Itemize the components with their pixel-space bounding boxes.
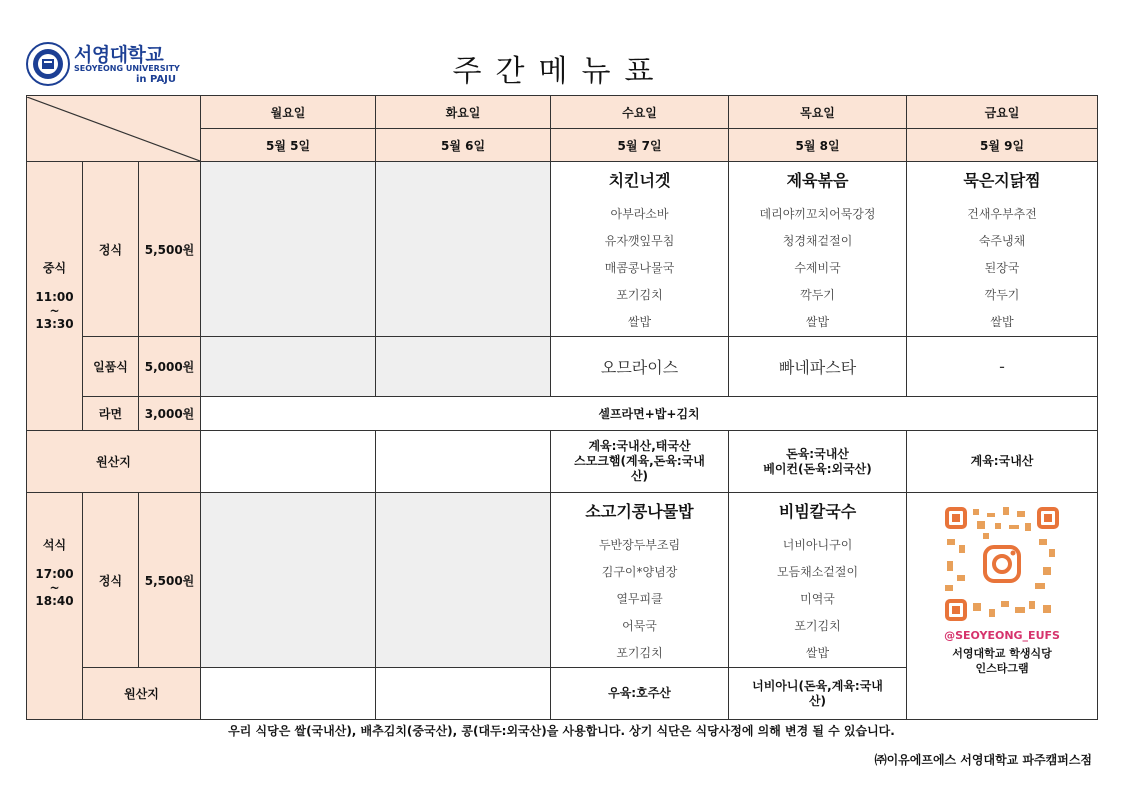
university-name-ko: 서영대학교 — [74, 44, 164, 66]
lunch-side-fri-5: 쌀밥 — [990, 315, 1014, 329]
diagonal-line — [27, 97, 200, 161]
lunch-side-wed-3: 매콤콩나물국 — [604, 261, 675, 275]
day-header-mon: 월요일 — [201, 96, 376, 129]
origin-line: 계육:국내산,태국산 — [588, 439, 691, 453]
lunch-single-thu: 빠네파스타 — [729, 337, 907, 397]
lunch-side-fri-3: 된장국 — [984, 261, 1020, 275]
origin-line: 스모크햄(계육,돈육:국내 — [574, 454, 705, 468]
lunch-side-thu-4: 깍두기 — [800, 288, 835, 302]
dinner-set-wed — [551, 493, 729, 668]
lunch-main-fri: 묵은지닭찜 — [963, 171, 1041, 190]
dinner-set-thu — [729, 493, 907, 668]
lunch-side-thu-2: 청경채겉절이 — [782, 234, 853, 248]
dinner-side-thu-4: 포기김치 — [794, 619, 841, 633]
dinner-set-mon — [201, 493, 376, 668]
lunch-side-wed-5: 쌀밥 — [627, 315, 652, 329]
dinner-side-wed-3: 열무피클 — [616, 592, 663, 606]
dinner-main-wed: 소고기콩나물밥 — [585, 502, 694, 521]
campus-name: in PAJU — [136, 74, 177, 85]
lunch-origin-label: 원산지 — [27, 431, 201, 493]
lunch-set-tue — [376, 162, 551, 337]
operator-footer: ㈜이유에프에스 서영대학교 파주캠퍼스점 — [874, 753, 1092, 767]
instagram-qr-code-icon[interactable] — [943, 505, 1061, 623]
dinner-side-thu-2: 모듬채소겉절이 — [776, 565, 859, 579]
day-header-wed: 수요일 — [551, 96, 729, 129]
dinner-label-cell — [27, 493, 83, 720]
origin-line: 계육:국내산 — [970, 454, 1034, 468]
date-thu: 5월 8일 — [729, 129, 907, 162]
dinner-set-tue — [376, 493, 551, 668]
lunch-origin-mon — [201, 431, 376, 493]
origin-line: 산) — [630, 469, 649, 483]
instagram-caption-1: 서영대학교 학생식당 — [952, 647, 1052, 660]
dinner-side-wed-2: 김구이*양념장 — [601, 565, 678, 579]
dinner-set-type: 정식 — [83, 493, 139, 668]
date-fri: 5월 9일 — [907, 129, 1098, 162]
dinner-side-thu-5: 쌀밥 — [805, 646, 830, 660]
lunch-side-thu-3: 수제비국 — [794, 261, 841, 275]
dinner-label: 석식 — [42, 538, 67, 552]
university-logo — [26, 40, 186, 88]
ramen-price: 3,000원 — [139, 397, 201, 431]
lunch-label-cell — [27, 162, 83, 431]
corner-cell — [27, 96, 201, 162]
university-name-en: SEOYEONG UNIVERSITY — [74, 64, 180, 73]
date-tue: 5월 6일 — [376, 129, 551, 162]
lunch-time-end: 13:30 — [35, 316, 74, 331]
dinner-side-wed-1: 두반장두부조림 — [598, 538, 681, 552]
date-wed: 5월 7일 — [551, 129, 729, 162]
weekly-menu-table — [26, 95, 1098, 720]
lunch-origin-tue — [376, 431, 551, 493]
dinner-origin-wed — [551, 668, 729, 720]
lunch-side-wed-1: 아부라소바 — [610, 207, 669, 221]
lunch-origin-wed — [551, 431, 729, 493]
instagram-handle[interactable]: @SEOYEONG_EUFS — [944, 629, 1060, 642]
origin-line: 산) — [808, 693, 827, 708]
dinner-origin-thu — [729, 668, 907, 720]
lunch-set-mon — [201, 162, 376, 337]
origin-line: 우육:호주산 — [608, 686, 671, 700]
lunch-time-sep: ~ — [49, 303, 60, 318]
lunch-single-price: 5,000원 — [139, 337, 201, 397]
lunch-set-type: 정식 — [83, 162, 139, 337]
origin-notice: 우리 식당은 쌀(국내산), 배추김치(중국산), 콩(대두:외국산)을 사용합니다. 상기 식단은 식당사정에 의해 변경 될 수 있습니다. — [228, 724, 895, 738]
lunch-set-price: 5,500원 — [139, 162, 201, 337]
day-header-fri: 금요일 — [907, 96, 1098, 129]
ramen-type: 라면 — [83, 397, 139, 431]
lunch-side-fri-2: 숙주냉채 — [978, 234, 1026, 248]
lunch-origin-fri — [907, 431, 1098, 493]
lunch-main-thu: 제육볶음 — [786, 171, 849, 190]
dinner-origin-tue — [376, 668, 551, 720]
origin-line: 너비아니(돈육,계육:국내 — [752, 678, 883, 693]
origin-line: 베이컨(돈육:외국산) — [763, 461, 872, 476]
lunch-time-start: 11:00 — [35, 289, 74, 304]
lunch-set-wed — [551, 162, 729, 337]
day-header-thu: 목요일 — [729, 96, 907, 129]
lunch-set-fri — [907, 162, 1098, 337]
origin-line: 돈육:국내산 — [786, 446, 849, 461]
lunch-single-mon — [201, 337, 376, 397]
dinner-side-wed-5: 포기김치 — [616, 646, 663, 660]
ramen-menu: 셀프라면+밥+김치 — [201, 397, 1098, 431]
instagram-caption-2: 인스타그램 — [975, 662, 1029, 675]
lunch-single-type: 일품식 — [83, 337, 139, 397]
lunch-origin-thu — [729, 431, 907, 493]
dinner-side-wed-4: 어묵국 — [622, 619, 657, 633]
dinner-set-price: 5,500원 — [139, 493, 201, 668]
university-seal-icon — [26, 42, 70, 86]
dinner-side-thu-1: 너비아니구이 — [782, 538, 853, 552]
dinner-side-thu-3: 미역국 — [800, 592, 835, 606]
dinner-time-start: 17:00 — [35, 567, 74, 581]
dinner-main-thu: 비빔칼국수 — [778, 502, 857, 521]
lunch-single-wed: 오므라이스 — [551, 337, 729, 397]
lunch-set-thu — [729, 162, 907, 337]
lunch-side-fri-4: 깍두기 — [984, 288, 1020, 302]
dinner-time-end: 18:40 — [35, 594, 74, 608]
lunch-main-wed: 치킨너겟 — [608, 171, 671, 190]
lunch-side-wed-4: 포기김치 — [616, 288, 663, 302]
page-title: 주간메뉴표 — [452, 54, 668, 89]
lunch-single-tue — [376, 337, 551, 397]
dinner-origin-mon — [201, 668, 376, 720]
dinner-origin-label: 원산지 — [83, 668, 201, 720]
dinner-time-sep: ~ — [49, 581, 60, 595]
instagram-cell — [907, 493, 1098, 720]
lunch-side-wed-2: 유자깻잎무침 — [604, 234, 675, 248]
date-mon: 5월 5일 — [201, 129, 376, 162]
lunch-side-thu-5: 쌀밥 — [805, 315, 830, 329]
lunch-label: 중식 — [42, 260, 67, 275]
lunch-side-thu-1: 데리야끼꼬치어묵강정 — [759, 207, 876, 221]
lunch-side-fri-1: 건새우부추전 — [967, 207, 1037, 221]
day-header-tue: 화요일 — [376, 96, 551, 129]
lunch-single-fri: - — [907, 337, 1098, 397]
